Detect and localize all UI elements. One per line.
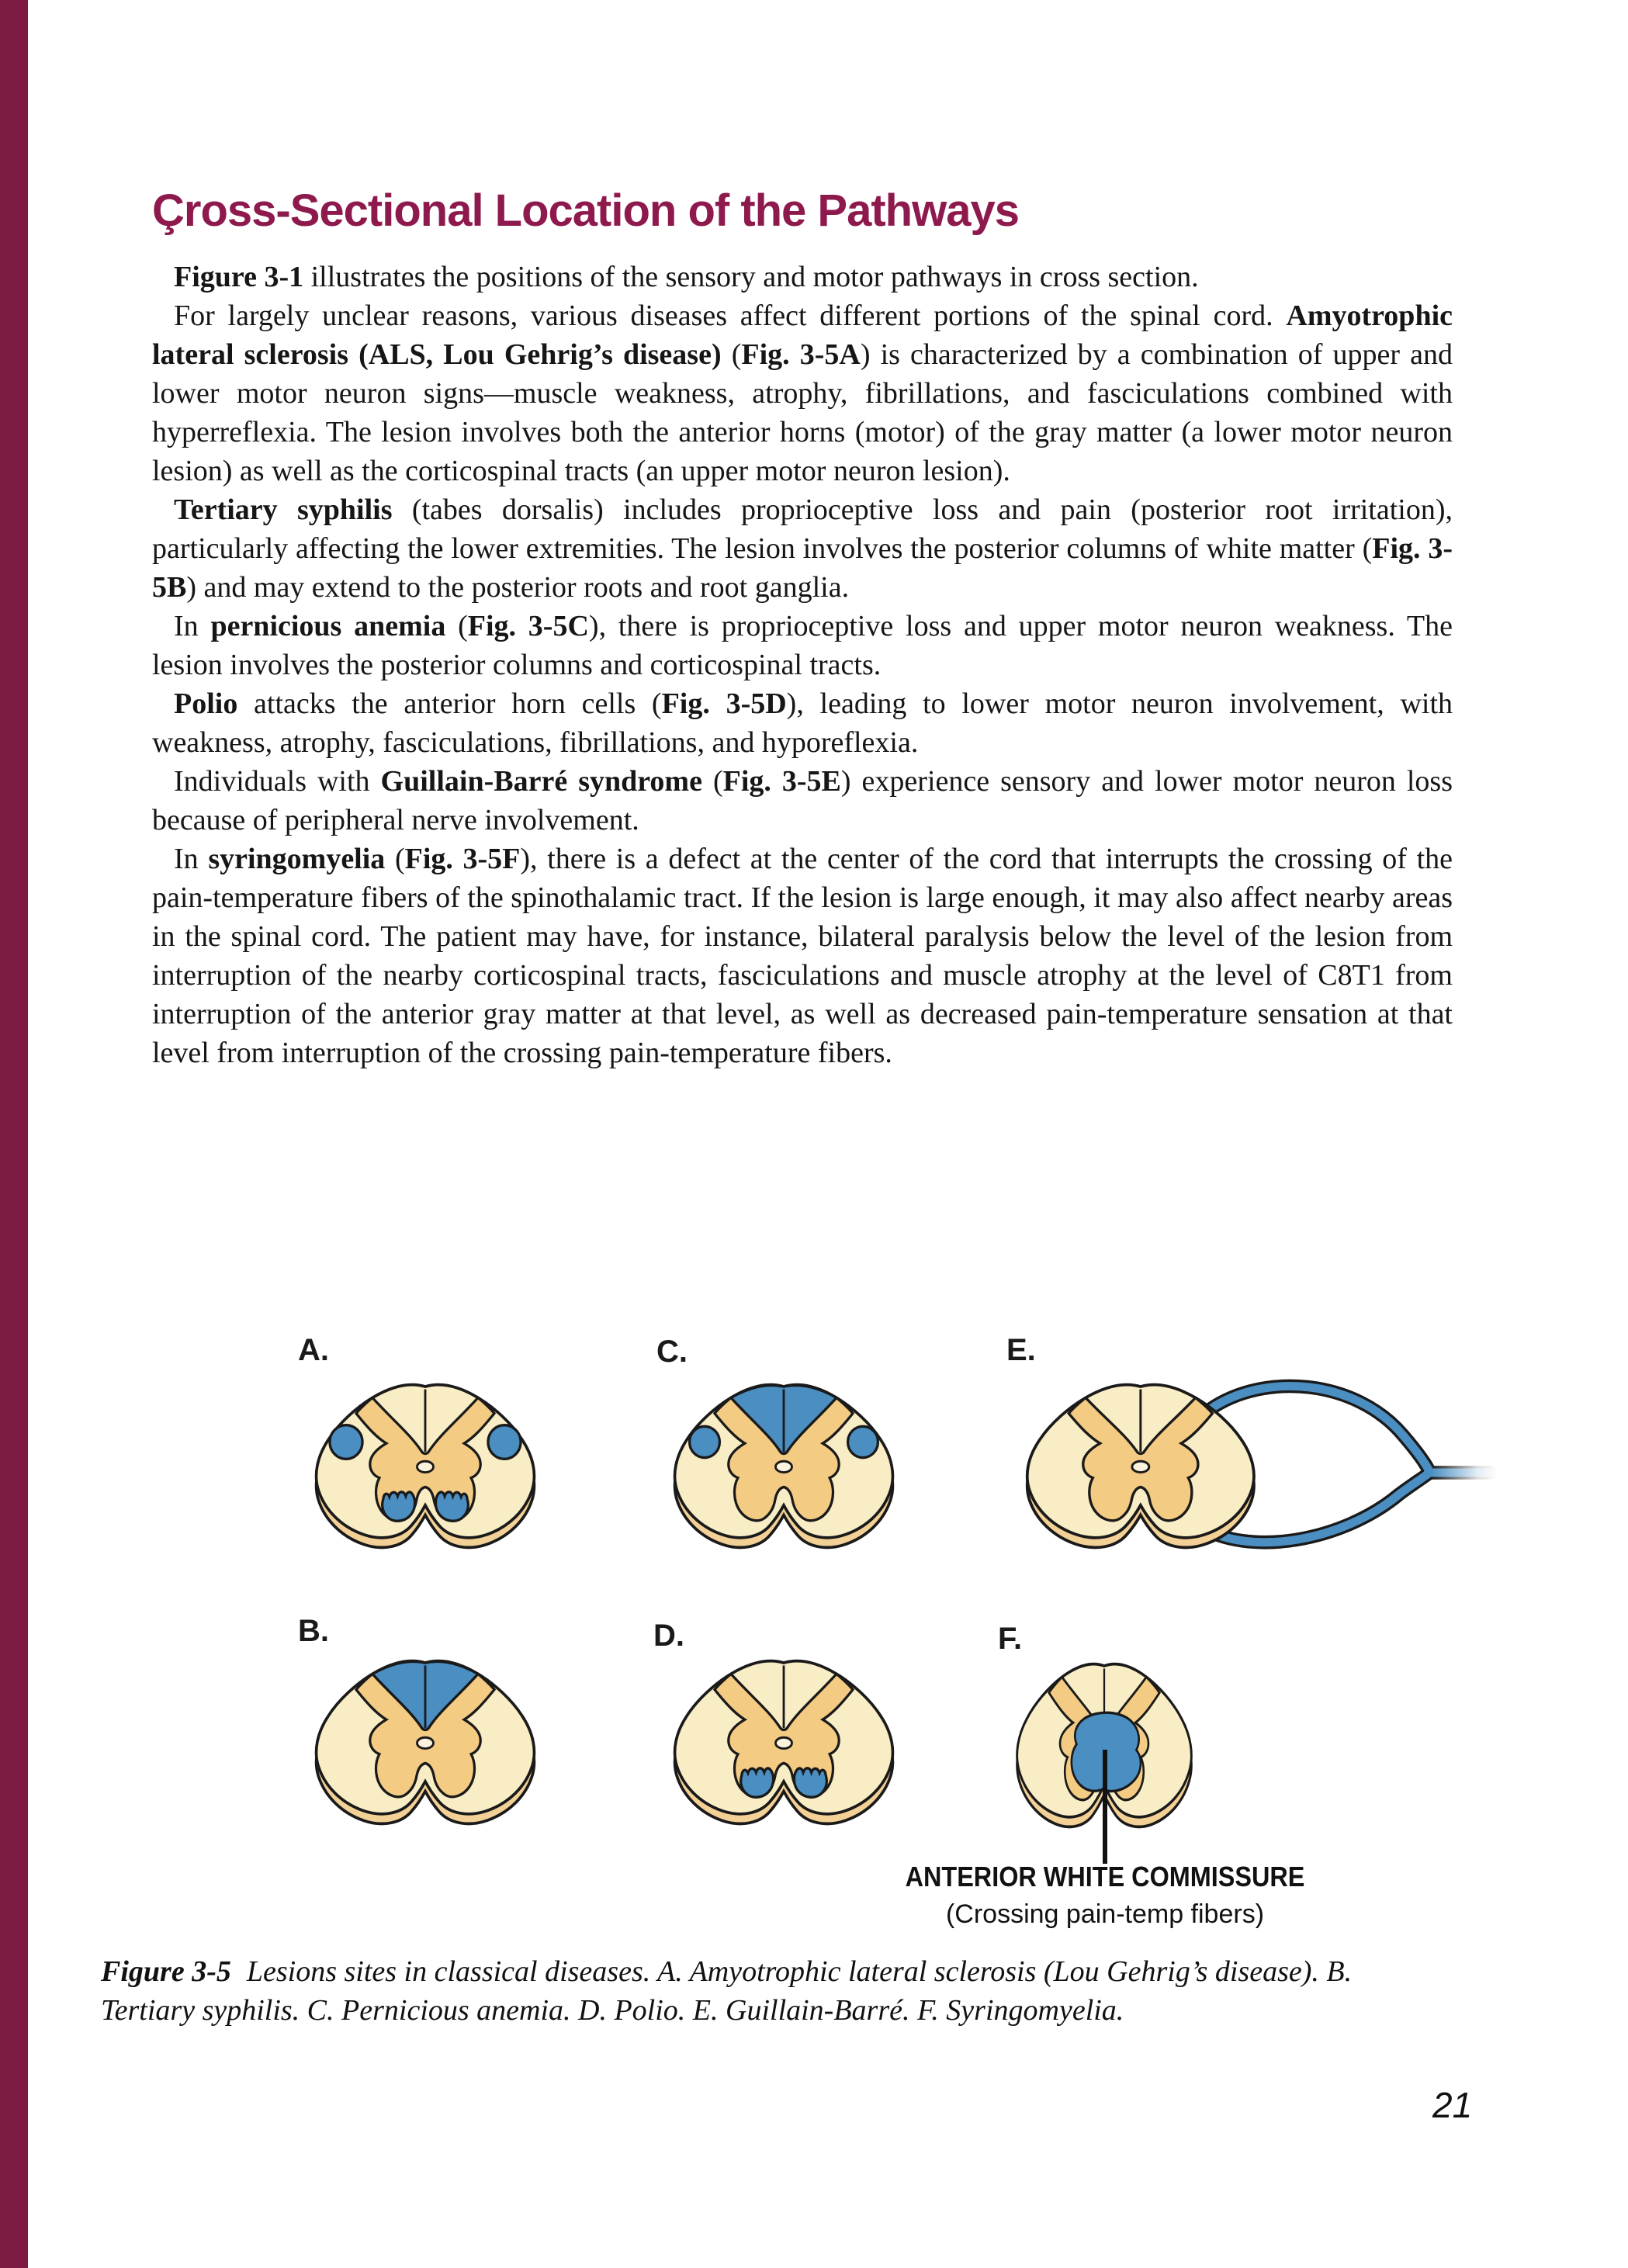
- annotation-title: ANTERIOR WHITE COMMISSURE: [905, 1861, 1305, 1892]
- lesion-corticospinal-right: [488, 1425, 521, 1459]
- diagram-label-b: B.: [298, 1614, 329, 1648]
- diagram-label-f: F.: [998, 1622, 1023, 1656]
- figure-caption: [101, 1952, 1358, 2030]
- paragraph: Tertiary syphilis (tabes dorsalis) includes proprioceptive loss and pain (posterior root irritation), particularly affecting the lower extremities. The lesion involves the posterior columns of white matter (Fig. 3-5B) and may extend to the posterior roots and root ganglia.: [152, 493, 1453, 604]
- cord-diagram-b: [293, 1639, 557, 1834]
- cord-diagram-a: [293, 1363, 557, 1558]
- figure-caption-label: Figure 3-5: [101, 1955, 231, 1988]
- page-edge-bar: [0, 0, 28, 2268]
- cord-diagram-e: [1003, 1363, 1500, 1558]
- body-text: [152, 258, 1453, 1072]
- figure-caption-text: Lesions sites in classical diseases. A. Amyotrophic lateral sclerosis (Lou Gehrig’s disease). B. Tertiary syphilis. C. Pernicious anemia. D. Polio. E. Guillain-Barré. F. Syringomyelia.: [101, 1955, 1353, 2027]
- lesion-anterior-horn-left: [383, 1492, 415, 1521]
- annotation-subtitle: (Crossing pain-temp fibers): [945, 1899, 1265, 1929]
- page-title: Çross-Sectional Location of the Pathways: [152, 185, 1019, 236]
- paragraph: Polio attacks the anterior horn cells (Fig. 3-5D), leading to lower motor neuron involvement, with weakness, atrophy, fasciculations, fibrillations, and hyporeflexia.: [152, 687, 1453, 759]
- diagram-label-d: D.: [653, 1619, 684, 1653]
- paragraph: Individuals with Guillain-Barré syndrome (Fig. 3-5E) experience sensory and lower motor neuron loss because of peripheral nerve involvement.: [152, 765, 1453, 836]
- cord-diagram-d: [652, 1639, 916, 1834]
- diagram-label-c: C.: [656, 1335, 688, 1369]
- diagram-label-a: A.: [298, 1333, 329, 1367]
- diagram-label-e: E.: [1006, 1333, 1036, 1367]
- lesion-corticospinal-left: [330, 1425, 362, 1459]
- lesion-corticospinal-left: [690, 1426, 720, 1457]
- page-number: 21: [1432, 2085, 1473, 2125]
- paragraph: In pernicious anemia (Fig. 3-5C), there is proprioceptive loss and upper motor neuron weakness. The lesion involves the posterior columns and corticospinal tracts.: [152, 610, 1453, 681]
- cord-diagram-c: [652, 1363, 916, 1558]
- lesion-anterior-horn-right: [794, 1768, 826, 1797]
- paragraph: Figure 3-1 illustrates the positions of the sensory and motor pathways in cross section.: [174, 261, 1199, 293]
- paragraph: For largely unclear reasons, various diseases affect different portions of the spinal cord. Amyotrophic lateral sclerosis (ALS, Lou Gehrig’s disease) (Fig. 3-5A) is characterized by a combination of upper and lower motor neuron signs—muscle weakness, atrophy, fibrillations, and fasciculations combined with hyperreflexia. The lesion involves both the anterior horns (motor) of the gray matter (a lower motor neuron lesion) as well as the corticospinal tracts (an upper motor neuron lesion).: [152, 300, 1453, 487]
- paragraph: In syringomyelia (Fig. 3-5F), there is a defect at the center of the cord that interrupts the crossing of the pain-temperature fibers of the spinothalamic tract. If the lesion is large enough, it may also affect nearby areas in the spinal cord. The patient may have, for instance, bilateral paralysis below the level of the lesion from interruption of the nearby corticospinal tracts, fasciculations and muscle atrophy at the level of C8T1 from interruption of the anterior gray matter at that level, as well as decreased pain-temperature sensation at that level from interruption of the crossing pain-temperature fibers.: [152, 843, 1453, 1069]
- lesion-corticospinal-right: [848, 1426, 878, 1457]
- lesion-anterior-horn-left: [741, 1768, 774, 1797]
- lesion-anterior-horn-right: [435, 1492, 468, 1521]
- annotation-pointer-line: [1103, 1750, 1107, 1864]
